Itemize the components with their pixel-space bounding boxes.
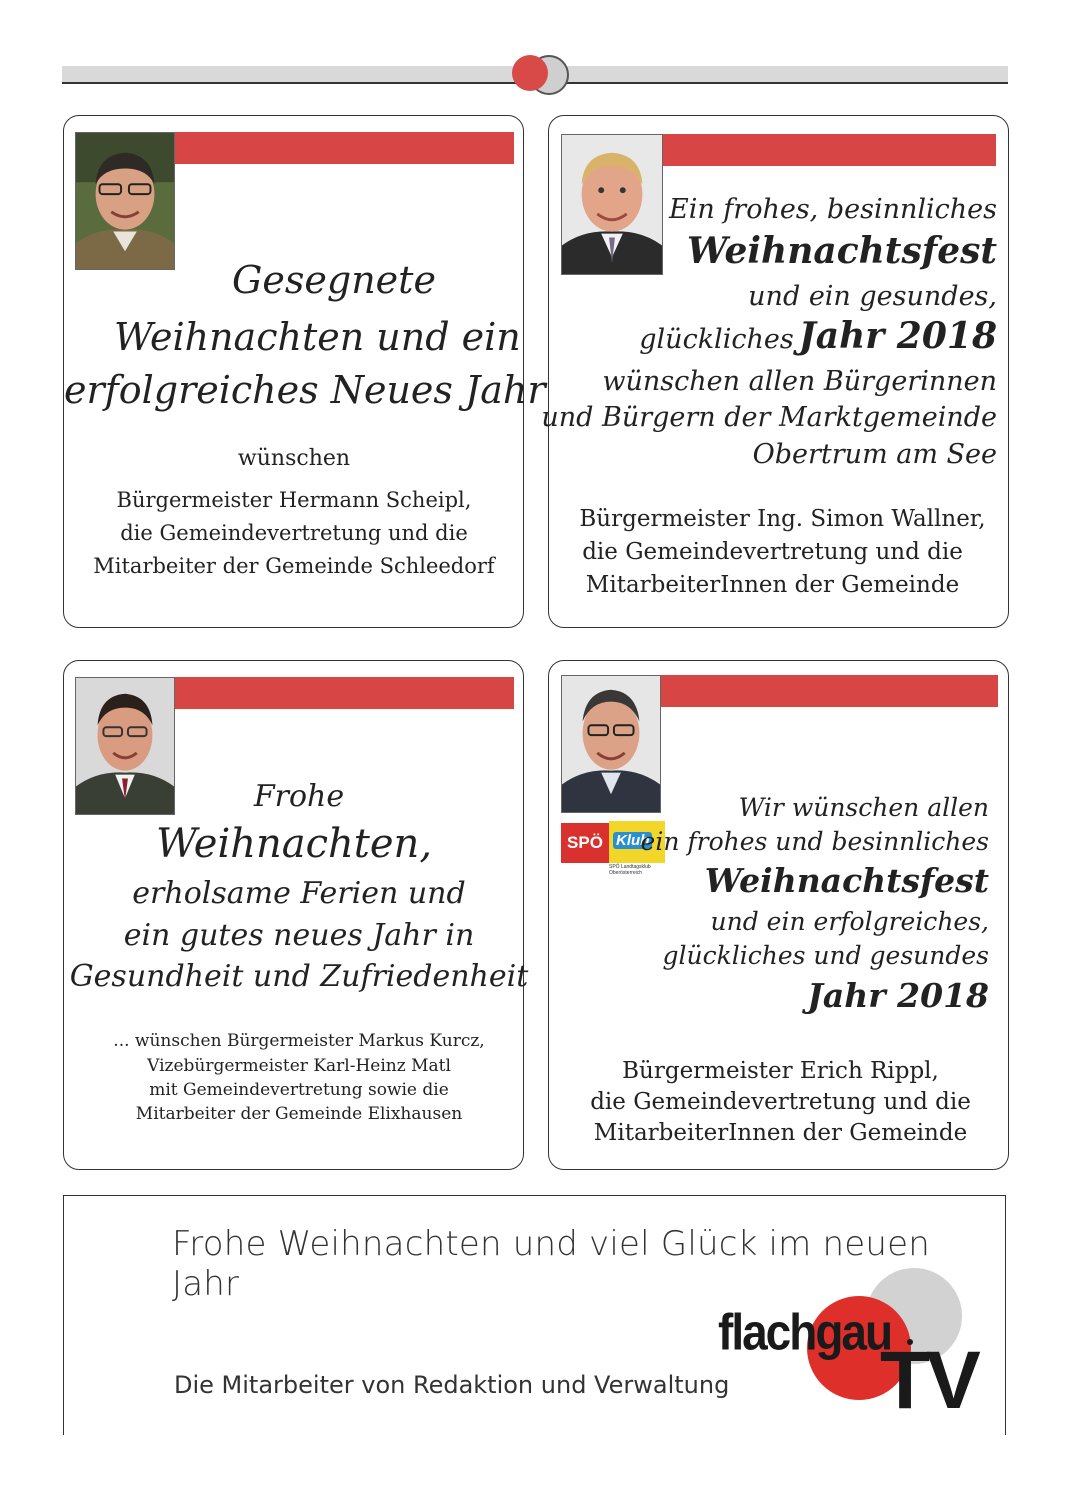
card-heading-line: erfolgreiches Neues Jahr — [64, 368, 546, 412]
signer-line: Bürgermeister Ing. Simon Wallner, — [579, 506, 986, 532]
signer-line: ... wünschen Bürgermeister Markus Kurcz, — [113, 1031, 485, 1051]
flachgau-tv-logo — [714, 1266, 1004, 1416]
greeting-card-spoe-klub — [548, 660, 1009, 1170]
signer-line: die Gemeindevertretung und die — [590, 1089, 971, 1115]
card-text-line: Ein frohes, besinnliches — [668, 194, 997, 225]
red-header-bar — [174, 132, 514, 164]
card-text-line: und ein erfolgreiches, — [710, 907, 989, 936]
signer-line: die Gemeindevertretung und die — [120, 521, 468, 545]
red-header-bar — [659, 134, 996, 166]
portrait-photo — [75, 132, 175, 270]
signer-line: Bürgermeister Erich Rippl, — [622, 1058, 939, 1084]
signer-line: MitarbeiterInnen der Gemeinde — [585, 572, 960, 598]
card-heading-line: Weihnachten und ein — [114, 315, 521, 359]
card-text-line: Frohe — [253, 779, 345, 814]
portrait-photo — [561, 134, 663, 275]
portrait-photo — [561, 675, 661, 813]
spoe-logo-right: Klub — [613, 832, 652, 849]
flachgau-tv-greeting-box — [63, 1195, 1006, 1435]
card-text-line: Gesundheit und Zufriedenheit — [69, 959, 529, 994]
card-text-line: Obertrum am See — [752, 439, 997, 470]
greeting-card-obertrum — [541, 115, 1009, 628]
card-text-line: Jahr 2018 — [807, 976, 989, 1015]
signer-line: Bürgermeister Hermann Scheipl, — [116, 488, 472, 512]
spoe-logo-subtitle — [609, 864, 651, 876]
footer-greeting: Frohe Weihnachten und viel Glück im neuen Jahr — [172, 1224, 930, 1304]
footer-staff-line: Die Mitarbeiter von Redaktion und Verwaltung — [174, 1371, 730, 1399]
card-text-line: ein gutes neues Jahr in — [123, 918, 475, 953]
signer-line: MitarbeiterInnen der Gemeinde — [593, 1120, 968, 1146]
card-text-line-mixed — [639, 315, 997, 357]
red-header-bar — [659, 675, 998, 707]
greeting-card-schleedorf — [63, 115, 546, 628]
spoe-logo-subtitle-line: Oberösterreich — [609, 870, 643, 876]
card-text-line: wünschen allen Bürgerinnen — [602, 366, 997, 397]
card-text-line: ein frohes und besinnliches — [640, 827, 989, 856]
signer-line: Mitarbeiter der Gemeinde Schleedorf — [93, 554, 495, 578]
spoe-logo-subtitle-line: SPÖ Landtagsklub — [609, 864, 651, 870]
signer-line: Vizebürgermeister Karl-Heinz Matl — [147, 1056, 451, 1076]
card-text-line: Weihnachten, — [155, 821, 433, 867]
card-text-segment: Jahr 2018 — [798, 315, 997, 357]
signer-line: die Gemeindevertretung und die — [582, 539, 963, 565]
decor-red-dot — [512, 55, 548, 91]
spoe-logo-left: SPÖ — [561, 823, 609, 863]
card-text-line: Weihnachtsfest — [704, 861, 989, 900]
card-text-segment: glückliches — [639, 324, 794, 355]
card-text-line: Weihnachtsfest — [686, 230, 997, 272]
red-header-bar — [174, 677, 514, 709]
logo-tv: TV — [880, 1335, 977, 1416]
signer-line: Mitarbeiter der Gemeinde Elixhausen — [135, 1104, 463, 1124]
card-text-line: glückliches und gesundes — [662, 941, 989, 970]
logo-wordmark: flachgau — [718, 1304, 892, 1362]
card-text-line: Wir wünschen allen — [738, 793, 989, 822]
greeting-card-elixhausen — [63, 660, 529, 1170]
signer-line: mit Gemeindevertretung sowie die — [149, 1080, 449, 1100]
card-text-line: und Bürgern der Marktgemeinde — [541, 402, 997, 433]
card-text-line: erholsame Ferien und — [132, 876, 466, 911]
card-text-line: und ein gesundes, — [748, 281, 997, 312]
card-mid-text: wünschen — [237, 446, 351, 471]
card-heading-line: Gesegnete — [232, 258, 436, 302]
